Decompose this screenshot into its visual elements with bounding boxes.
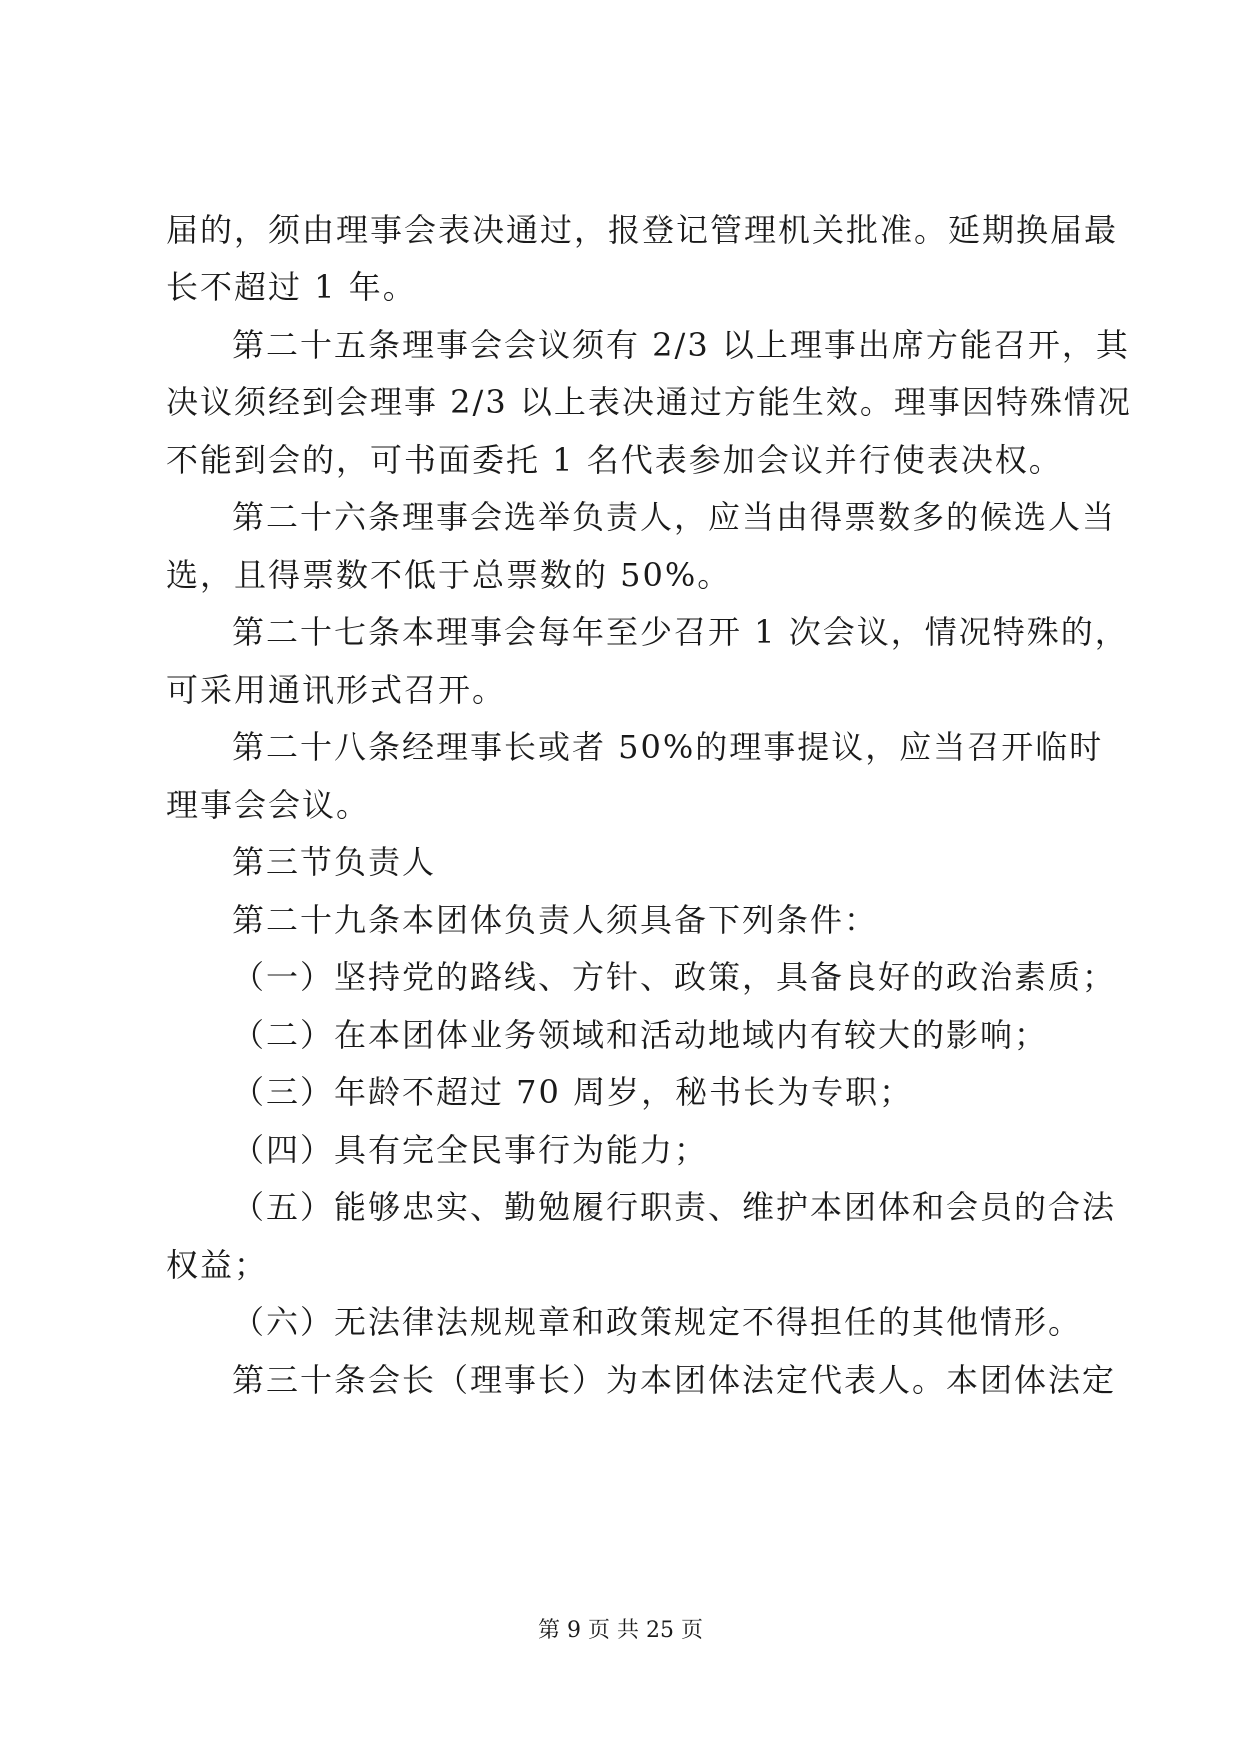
text-line: 决议须经到会理事 2/3 以上表决通过方能生效。理事因特殊情况 [166,383,1132,421]
list-item: （一）坚持党的路线、方针、政策，具备良好的政治素质； [232,958,1117,996]
text-line: 第二十六条理事会选举负责人，应当由得票数多的候选人当 [232,498,1117,536]
list-item: （二）在本团体业务领域和活动地域内有较大的影响； [232,1016,1049,1054]
text-line: 第二十五条理事会会议须有 2/3 以上理事出席方能召开，其 [232,326,1130,364]
list-item: （三）年龄不超过 70 周岁，秘书长为专职； [232,1073,914,1111]
list-item: （四）具有完全民事行为能力； [232,1131,709,1169]
text-line: 选，且得票数不低于总票数的 50%。 [166,556,732,594]
text-line: 不能到会的，可书面委托 1 名代表参加会议并行使表决权。 [166,441,1063,479]
text-line: 第二十八条经理事长或者 50%的理事提议，应当召开临时 [232,728,1104,766]
text-line: 第二十七条本理事会每年至少召开 1 次会议，情况特殊的， [232,613,1129,651]
text-line: 第三十条会长（理事长）为本团体法定代表人。本团体法定 [232,1361,1117,1399]
list-item: （六）无法律法规规章和政策规定不得担任的其他情形。 [232,1303,1083,1341]
text-line: 届的，须由理事会表决通过，报登记管理机关批准。延期换届最 [166,211,1119,249]
text-line: 长不超过 1 年。 [166,268,417,306]
text-line: 第二十九条本团体负责人须具备下列条件： [232,901,879,939]
list-item: （五）能够忠实、勤勉履行职责、维护本团体和会员的合法 [232,1188,1117,1226]
text-line: 理事会会议。 [166,786,371,824]
page-number-footer: 第 9 页 共 25 页 [538,1618,703,1643]
text-line: 可采用通讯形式召开。 [166,671,507,709]
text-line: 权益； [166,1246,269,1284]
section-heading: 第三节负责人 [232,843,437,881]
